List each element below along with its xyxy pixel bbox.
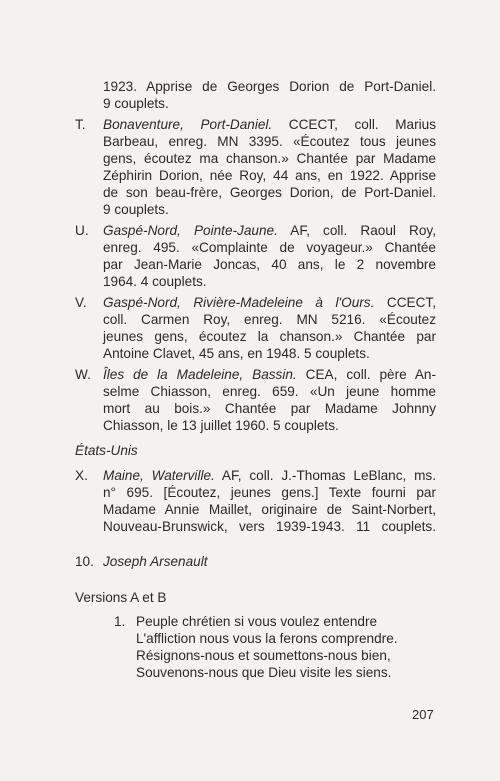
song-number: 10. (75, 554, 94, 569)
entry-place: Maine, Waterville. (103, 468, 215, 483)
entry-line: de son beau-frère, Georges Dorion, de Port-Daniel. (103, 185, 436, 200)
entry-line: Chiasson, le 13 juillet 1960. 5 couplets. (103, 418, 339, 433)
stanza-line: L'affliction nous vous la ferons comprendre. (136, 631, 398, 646)
entry-first-line (103, 367, 436, 383)
entry-place: Bonaventure, Port-Daniel. (103, 117, 273, 132)
entry-line: Nouveau-Brunswick, vers 1939-1943. 11 couplets. (103, 519, 436, 534)
entry-line: mort au bois.» Chantée par Madame Johnny (103, 401, 436, 416)
entry-line: Antoine Clavet, 45 ans, en 1948. 5 couplets. (103, 346, 370, 361)
entry-place: Gaspé-Nord, Rivière-Madeleine à l'Ours. (103, 295, 375, 310)
entry-line: 1964. 4 couplets. (103, 274, 207, 289)
entry-line: Zéphirin Dorion, née Roy, 44 ans, en 1922. Apprise (103, 168, 436, 183)
entry-source: AF, coll. Raoul Roy, (277, 223, 436, 238)
entry-label: T. (75, 117, 86, 132)
entry-source: CCECT, coll. Marius (272, 117, 436, 132)
page-number: 207 (412, 707, 434, 722)
entry-line: gens, écoutez ma chanson.» Chantée par Madame (103, 151, 436, 166)
entry-label: W. (75, 367, 91, 382)
stanza-line: Résignons-nous et soumettons-nous bien, (136, 648, 391, 663)
entry-line: Madame Annie Maillet, originaire de Saint-Norbert, (103, 502, 436, 517)
entry-place: Gaspé-Nord, Pointe-Jaune. (103, 223, 278, 238)
stanza-line: Souvenons-nous que Dieu visite les siens. (136, 665, 392, 680)
entry-line: n° 695. [Écoutez, jeunes gens.] Texte fourni par (103, 485, 436, 500)
entry-line: 9 couplets. (103, 202, 169, 217)
entry-first-line (103, 468, 436, 484)
entry-label: X. (75, 468, 88, 483)
entry-source: AF, coll. J.-Thomas LeBlanc, ms. (214, 468, 437, 483)
entry-line: par Jean-Marie Joncas, 40 ans, le 2 novembre (103, 257, 436, 272)
entry-line: jeunes gens, écoutez la chanson.» Chantée par (103, 329, 436, 344)
entry-source: CEA, coll. père An- (296, 367, 437, 382)
entry-line: Barbeau, enreg. MN 3395. «Écoutez tous jeunes (103, 134, 436, 149)
intro-line-1: 1923. Apprise de Georges Dorion de Port-Daniel. (103, 79, 436, 94)
entry-first-line (103, 295, 436, 311)
section-heading: États-Unis (75, 443, 138, 458)
versions-label: Versions A et B (75, 590, 167, 605)
stanza-line: Peuple chrétien si vous voulez entendre (136, 614, 378, 629)
entry-label: U. (75, 223, 89, 238)
entry-first-line (103, 117, 436, 133)
entry-line: selme Chiasson, enreg. 659. «Un jeune homme (103, 384, 436, 399)
entry-source: CCECT, (374, 295, 436, 310)
entry-place: Îles de la Madeleine, Bassin. (103, 367, 297, 382)
entry-line: enreg. 495. «Complainte de voyageur.» Chantée (103, 240, 436, 255)
entry-label: V. (75, 295, 87, 310)
stanza-number: 1. (114, 614, 126, 629)
entry-first-line (103, 223, 436, 239)
entry-line: coll. Carmen Roy, enreg. MN 5216. «Écoutez (103, 312, 436, 327)
song-title: Joseph Arsenault (103, 554, 208, 569)
intro-line-2: 9 couplets. (103, 96, 169, 111)
